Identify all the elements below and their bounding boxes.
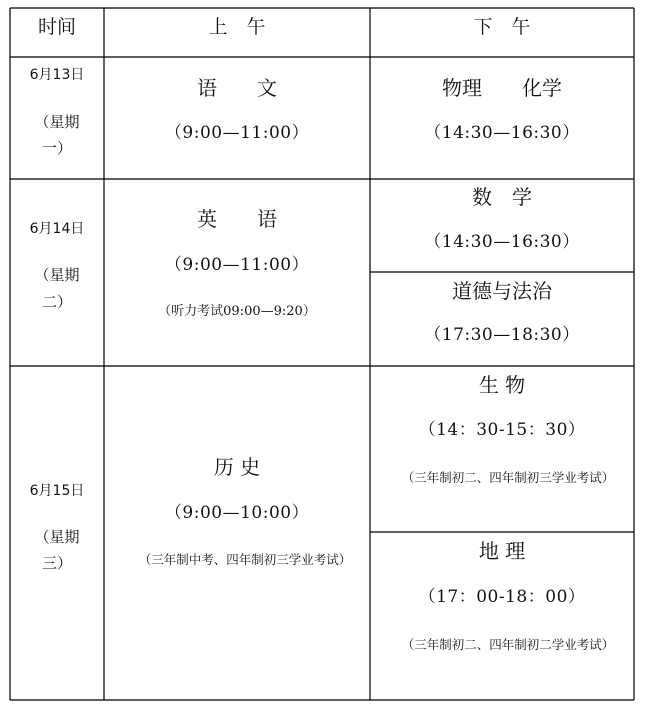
day3-pm2-subject: 地 理 xyxy=(478,539,526,563)
day3-pm1-time: （14：30-15：30） xyxy=(418,420,586,440)
day2-pm2-subject: 道德与法治 xyxy=(452,279,552,303)
day2-weekday-close: 二） xyxy=(41,293,73,311)
day1-weekday-open: （星期 xyxy=(34,113,80,131)
day1-weekday-close: 一） xyxy=(41,139,73,157)
day1-pm-subject: 物理 化学 xyxy=(442,76,562,100)
day3-date: 6月15日 xyxy=(29,483,85,499)
day3-pm2-time: （17：00-18：00） xyxy=(418,587,586,607)
day3-weekday-open: （星期 xyxy=(34,528,80,546)
day3-am-time: （9:00—10:00） xyxy=(164,503,310,523)
day1-am-time: （9:00—11:00） xyxy=(164,123,310,143)
day2-am-subject: 英 语 xyxy=(197,207,277,231)
header-time: 时间 xyxy=(37,16,77,38)
day3-weekday-close: 三） xyxy=(41,554,73,572)
day3-pm1-note: （三年制初二、四年制初三学业考试） xyxy=(401,470,615,485)
day2-pm1-time: （14:30—16:30） xyxy=(424,232,580,252)
day3-pm2-note: （三年制初二、四年制初二学业考试） xyxy=(401,637,615,652)
day2-pm1-subject: 数 学 xyxy=(472,185,532,209)
day1-am-subject: 语 文 xyxy=(197,76,277,100)
day1-date: 6月13日 xyxy=(29,67,85,83)
day1-pm-time: （14:30—16:30） xyxy=(424,123,580,143)
day3-am-subject: 历 史 xyxy=(213,455,261,479)
day2-weekday-open: （星期 xyxy=(34,266,80,284)
header-pm: 下 午 xyxy=(473,16,531,38)
day3-am-note: （三年制中考、四年制初三学业考试） xyxy=(138,552,352,567)
day3-pm1-subject: 生 物 xyxy=(478,373,526,397)
day2-am-time: （9:00—11:00） xyxy=(164,255,310,275)
day2-am-note: （听力考试09:00—9:20） xyxy=(158,304,316,319)
day2-date: 6月14日 xyxy=(29,221,85,237)
header-am: 上 午 xyxy=(208,16,266,38)
day2-pm2-time: （17:30—18:30） xyxy=(424,325,580,345)
